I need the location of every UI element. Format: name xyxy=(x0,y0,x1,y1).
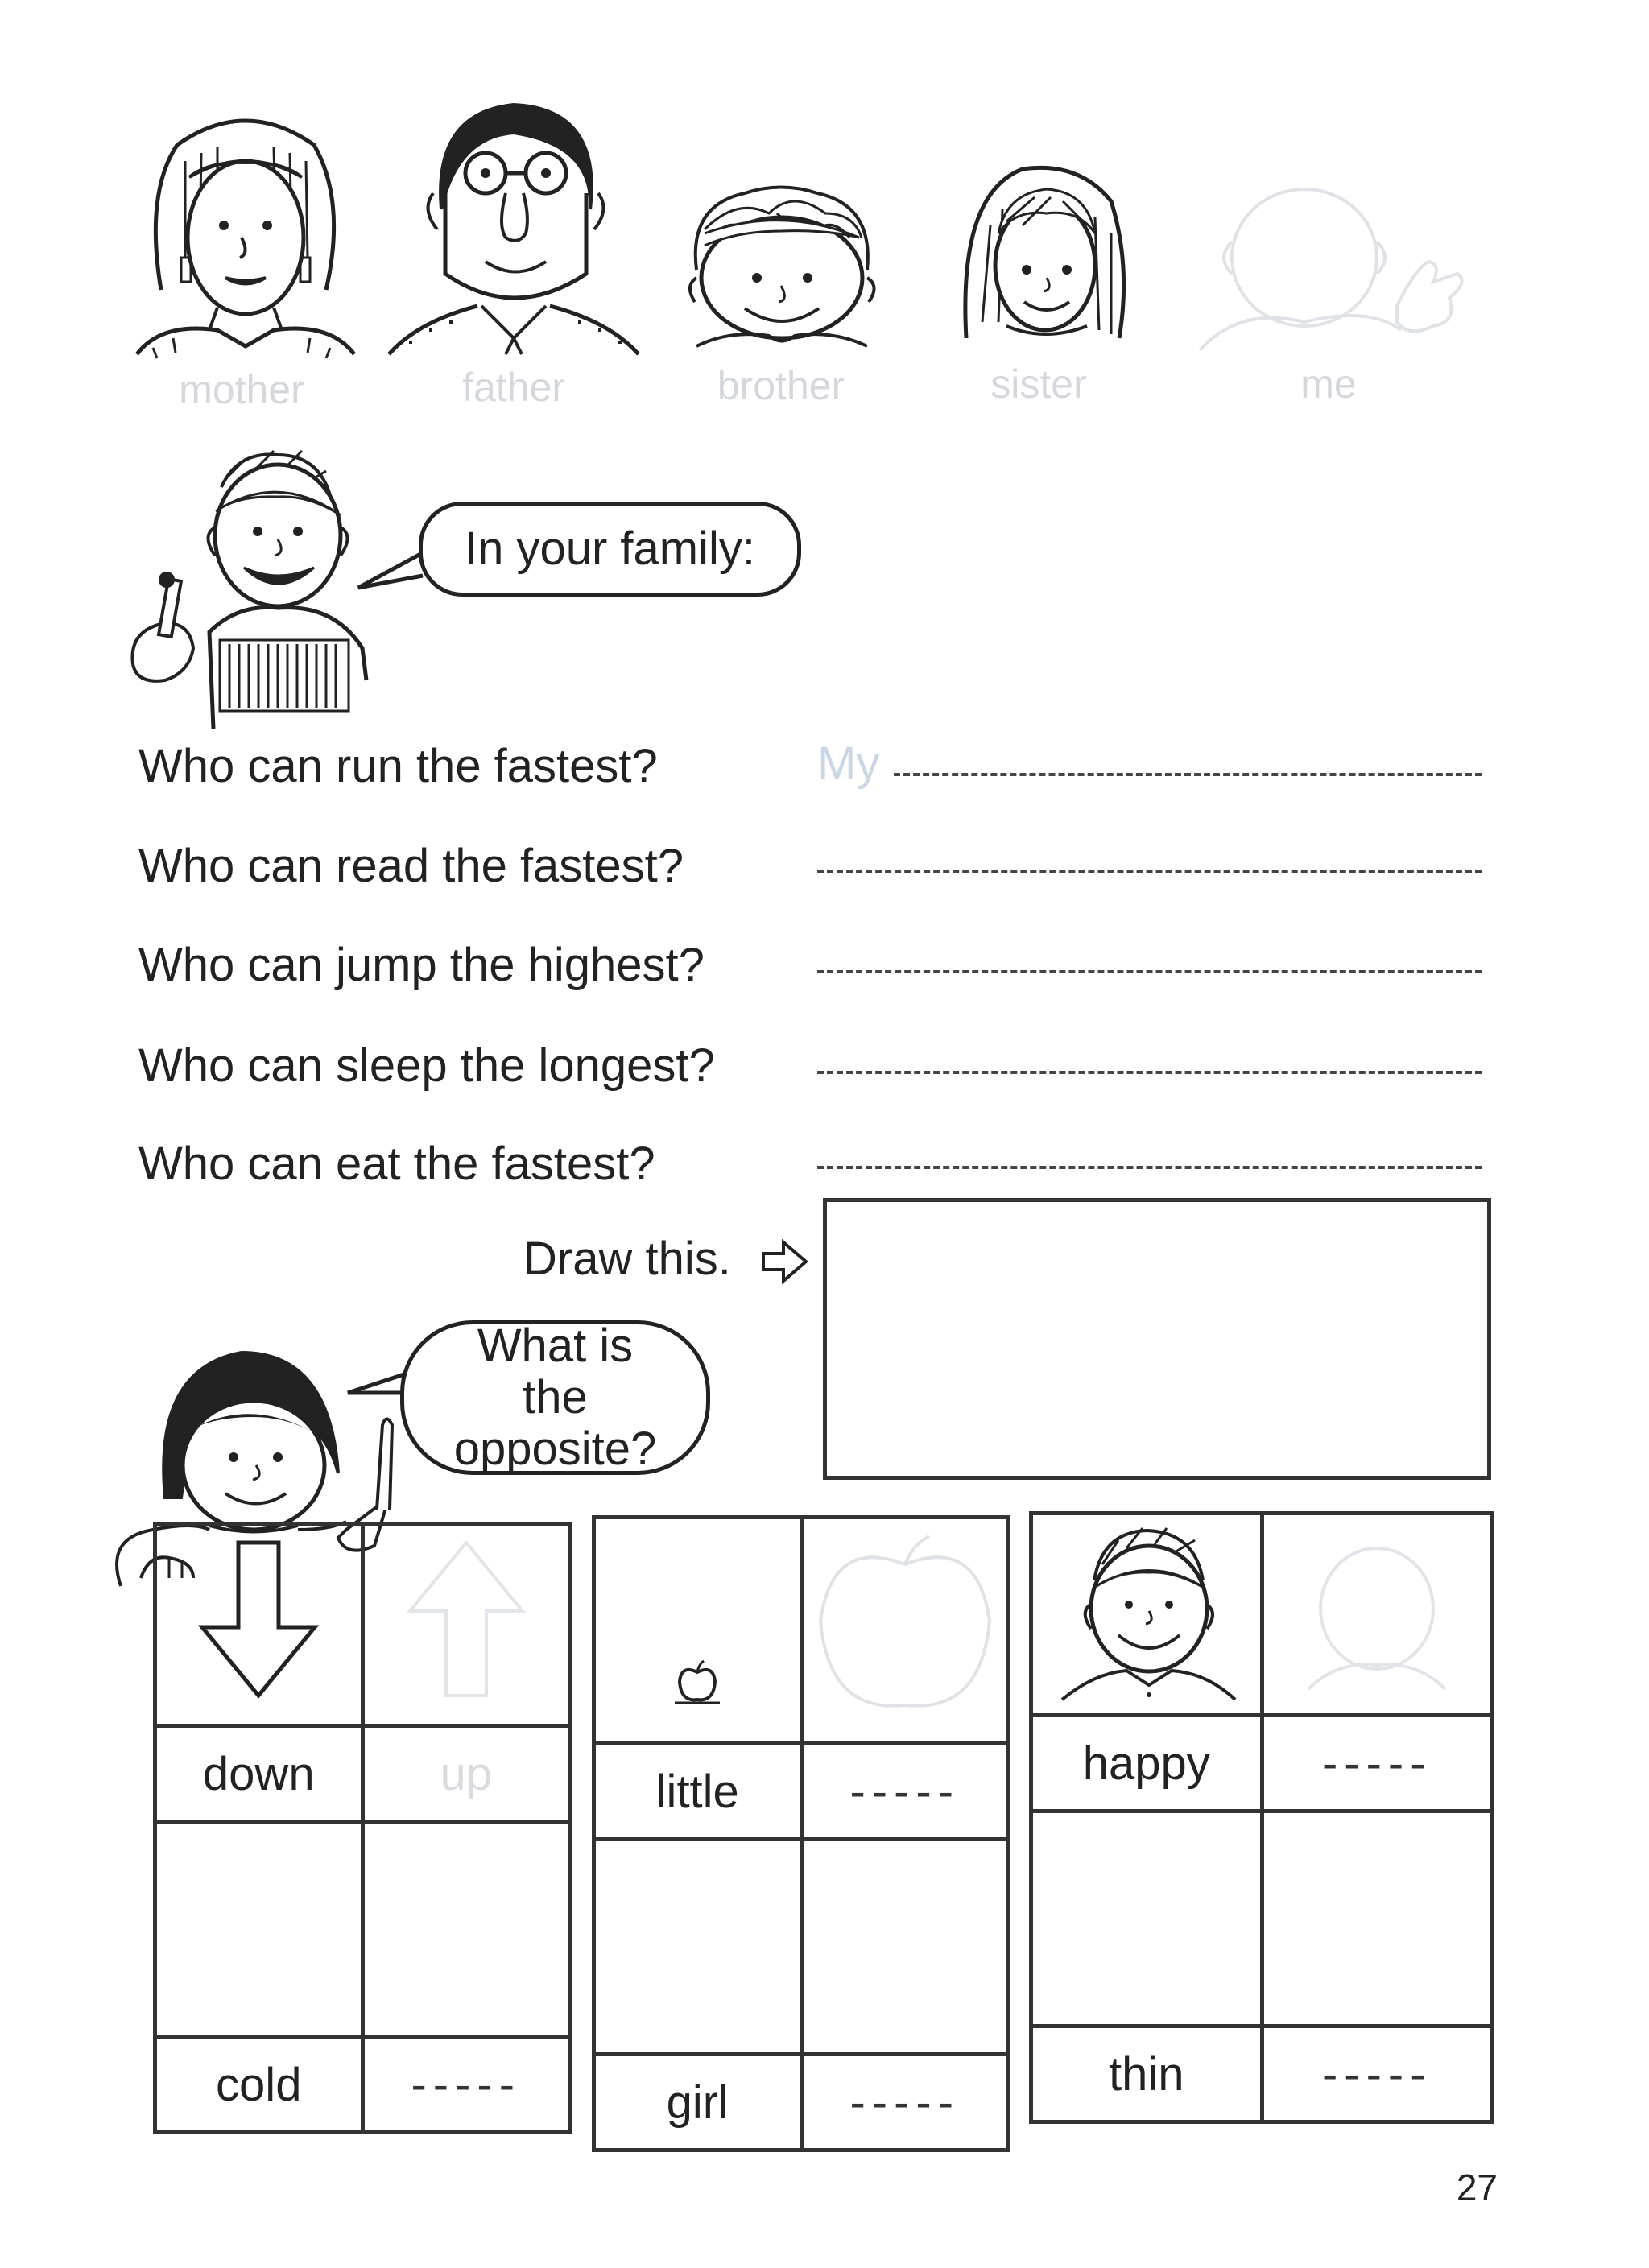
mother-illustration xyxy=(129,97,362,362)
table-row xyxy=(155,1822,570,2037)
me-outline-illustration xyxy=(1192,185,1482,354)
word-cell-up: up xyxy=(362,1726,570,1822)
speech-bubble-opposite-text: What is the opposite? xyxy=(453,1320,657,1475)
speech-bubble-tail-family xyxy=(354,543,427,592)
table-row xyxy=(155,1524,570,1726)
table-row xyxy=(594,1744,1009,1840)
speech-bubble-family-text: In your family: xyxy=(465,523,755,575)
happy-boy-icon xyxy=(1046,1516,1247,1701)
family-label-me: me xyxy=(1300,361,1357,407)
arrow-right-icon xyxy=(761,1237,809,1286)
word-cell-down: down xyxy=(155,1726,363,1822)
drawing-cell-cold-opposite[interactable] xyxy=(362,1822,570,2037)
speech-bubble-family xyxy=(419,502,801,597)
table-row xyxy=(594,1840,1009,2055)
picture-cell-little xyxy=(594,1518,802,1744)
drawing-area[interactable] xyxy=(823,1198,1491,1480)
drawing-cell-thin[interactable] xyxy=(1031,1812,1263,2026)
drawing-cell-thin-opposite[interactable] xyxy=(1262,1812,1493,2026)
table-row xyxy=(1031,1514,1493,1716)
family-label-brother: brother xyxy=(717,363,845,408)
answer-blank: ----- xyxy=(1321,2047,1432,2101)
page-number: 27 xyxy=(1456,2167,1498,2208)
answer-field-3[interactable] xyxy=(817,970,1482,973)
answer-cell-thin[interactable] xyxy=(1262,2026,1493,2122)
answer-field-5[interactable] xyxy=(817,1166,1482,1169)
answer-cell-cold[interactable] xyxy=(362,2037,570,2133)
speech-bubble-opposite xyxy=(400,1320,710,1475)
answer-field-1[interactable] xyxy=(894,773,1482,776)
opposite-table-3 xyxy=(1029,1511,1494,2124)
answer-blank: ----- xyxy=(1321,1737,1432,1790)
brother-illustration xyxy=(680,181,882,350)
opposite-table-1 xyxy=(153,1522,572,2134)
question-2: Who can read the fastest? xyxy=(138,840,684,892)
family-label-father: father xyxy=(462,365,565,410)
picture-cell-down xyxy=(155,1524,363,1726)
answer-cell-little[interactable] xyxy=(801,1744,1009,1840)
table-row xyxy=(155,1726,570,1822)
word-cell-cold: cold xyxy=(155,2037,363,2133)
sister-illustration xyxy=(958,161,1127,346)
table-row xyxy=(1031,2026,1493,2122)
table-row xyxy=(1031,1812,1493,2026)
question-4: Who can sleep the longest? xyxy=(138,1039,715,1092)
answer-field-2[interactable] xyxy=(817,870,1482,873)
table-row xyxy=(1031,1716,1493,1812)
question-5: Who can eat the fastest? xyxy=(138,1138,655,1190)
drawing-cell-girl-opposite[interactable] xyxy=(801,1840,1009,2055)
table-row xyxy=(594,1518,1009,1744)
drawing-cell-cold[interactable] xyxy=(155,1822,363,2037)
father-illustration xyxy=(385,89,643,354)
picture-cell-big xyxy=(801,1518,1009,1744)
draw-this-label xyxy=(523,1232,731,1286)
answer-blank: ----- xyxy=(849,2076,961,2129)
drawing-cell-girl[interactable] xyxy=(594,1840,802,2055)
table-row xyxy=(155,2037,570,2133)
arrow-down-icon xyxy=(194,1539,323,1700)
sad-face-outline-icon xyxy=(1288,1528,1465,1689)
word-cell-girl: girl xyxy=(594,2055,802,2150)
arrow-up-icon xyxy=(402,1539,531,1700)
answer-blank: ----- xyxy=(849,1765,961,1818)
question-3: Who can jump the highest? xyxy=(138,939,705,991)
small-apple-icon xyxy=(673,1658,721,1706)
big-apple-icon xyxy=(808,1532,1002,1717)
answer-prefix-1: My xyxy=(817,737,880,790)
answer-cell-happy[interactable] xyxy=(1262,1716,1493,1812)
answer-cell-girl[interactable] xyxy=(801,2055,1009,2150)
picture-cell-sad xyxy=(1262,1514,1493,1716)
word-cell-little: little xyxy=(594,1744,802,1840)
draw-this-text: Draw this. xyxy=(523,1233,731,1285)
word-cell-happy: happy xyxy=(1031,1716,1263,1812)
family-label-mother: mother xyxy=(179,367,304,412)
family-label-sister: sister xyxy=(990,361,1087,407)
word-cell-thin: thin xyxy=(1031,2026,1263,2122)
answer-field-4[interactable] xyxy=(817,1071,1482,1074)
table-row xyxy=(594,2055,1009,2150)
opposite-table-2 xyxy=(592,1515,1010,2152)
picture-cell-happy xyxy=(1031,1514,1263,1716)
answer-blank: ----- xyxy=(411,2058,522,2111)
question-1: Who can run the fastest? xyxy=(138,740,658,792)
picture-cell-up xyxy=(362,1524,570,1726)
